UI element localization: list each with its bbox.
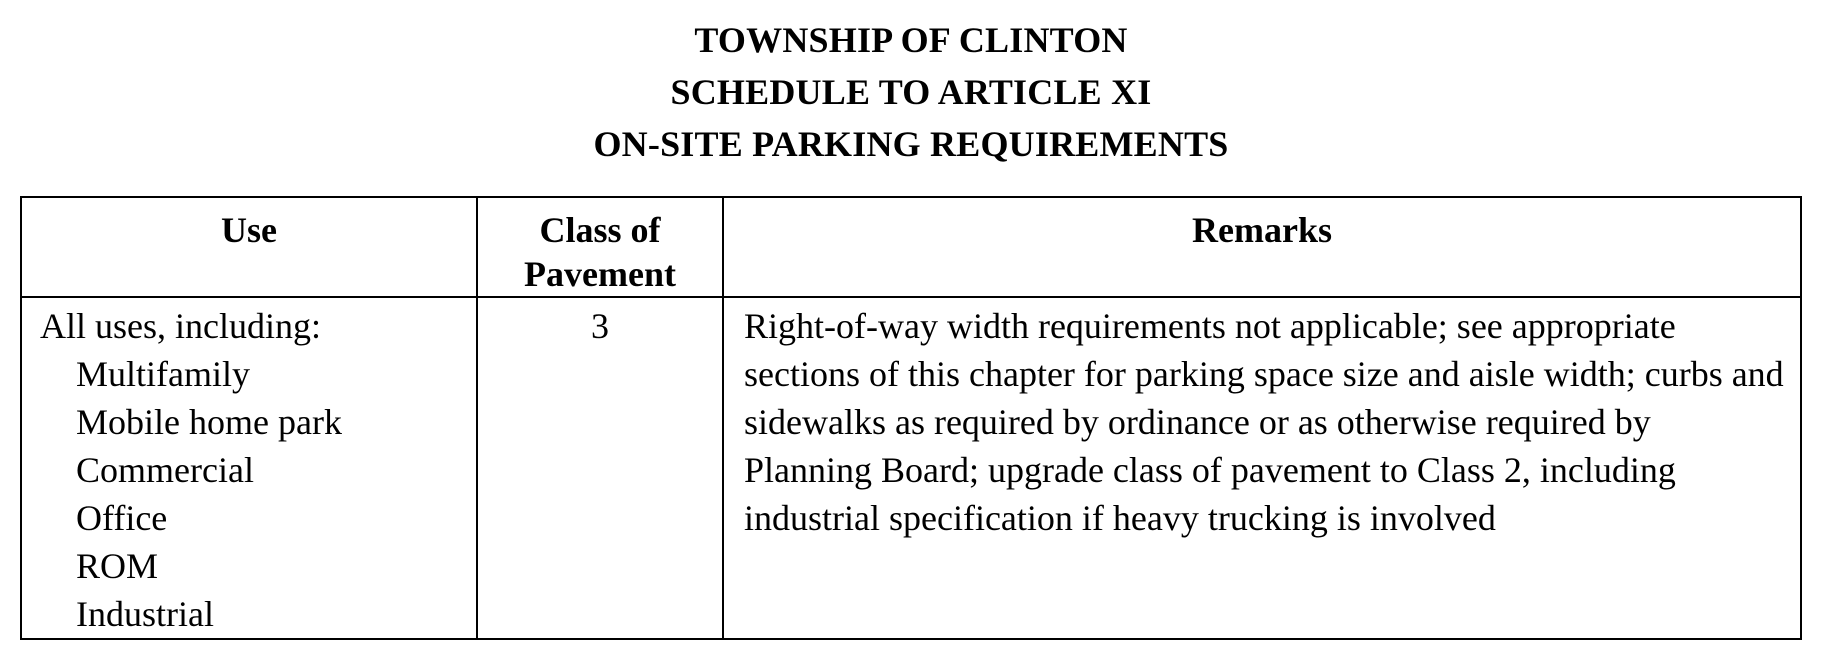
use-item: Mobile home park [76,402,342,442]
use-item: Commercial [76,450,254,490]
remarks-cell: Right-of-way width requirements not applicable; see appropriate sections of this chapter for parking space size and aisle width; curbs and sidewalks as required by ordinance or as otherwise required by Planning Board; upgrade class of pavement to Class 2, including industrial specification if heavy trucking is involved [723,297,1801,639]
title-line-2: SCHEDULE TO ARTICLE XI [670,72,1152,112]
parking-requirements-table [20,196,1802,640]
table-row [21,297,1801,639]
class-of-pavement-cell: 3 [477,297,723,639]
title-line-3: ON-SITE PARKING REQUIREMENTS [593,124,1229,164]
use-intro: All uses, including: [40,306,321,346]
use-item: Multifamily [76,354,250,394]
use-item: Industrial [76,594,214,634]
use-cell [21,297,477,639]
title-line-1: TOWNSHIP OF CLINTON [694,20,1128,60]
header-class-line-2: Pavement [524,254,676,294]
header-remarks: Remarks [723,197,1801,297]
header-use: Use [21,197,477,297]
header-class-line-1: Class of [539,210,661,250]
document-title [0,14,1822,170]
use-item: Office [76,498,168,538]
table-header-row [21,197,1801,297]
use-item: ROM [76,546,159,586]
header-class-of-pavement [477,197,723,297]
